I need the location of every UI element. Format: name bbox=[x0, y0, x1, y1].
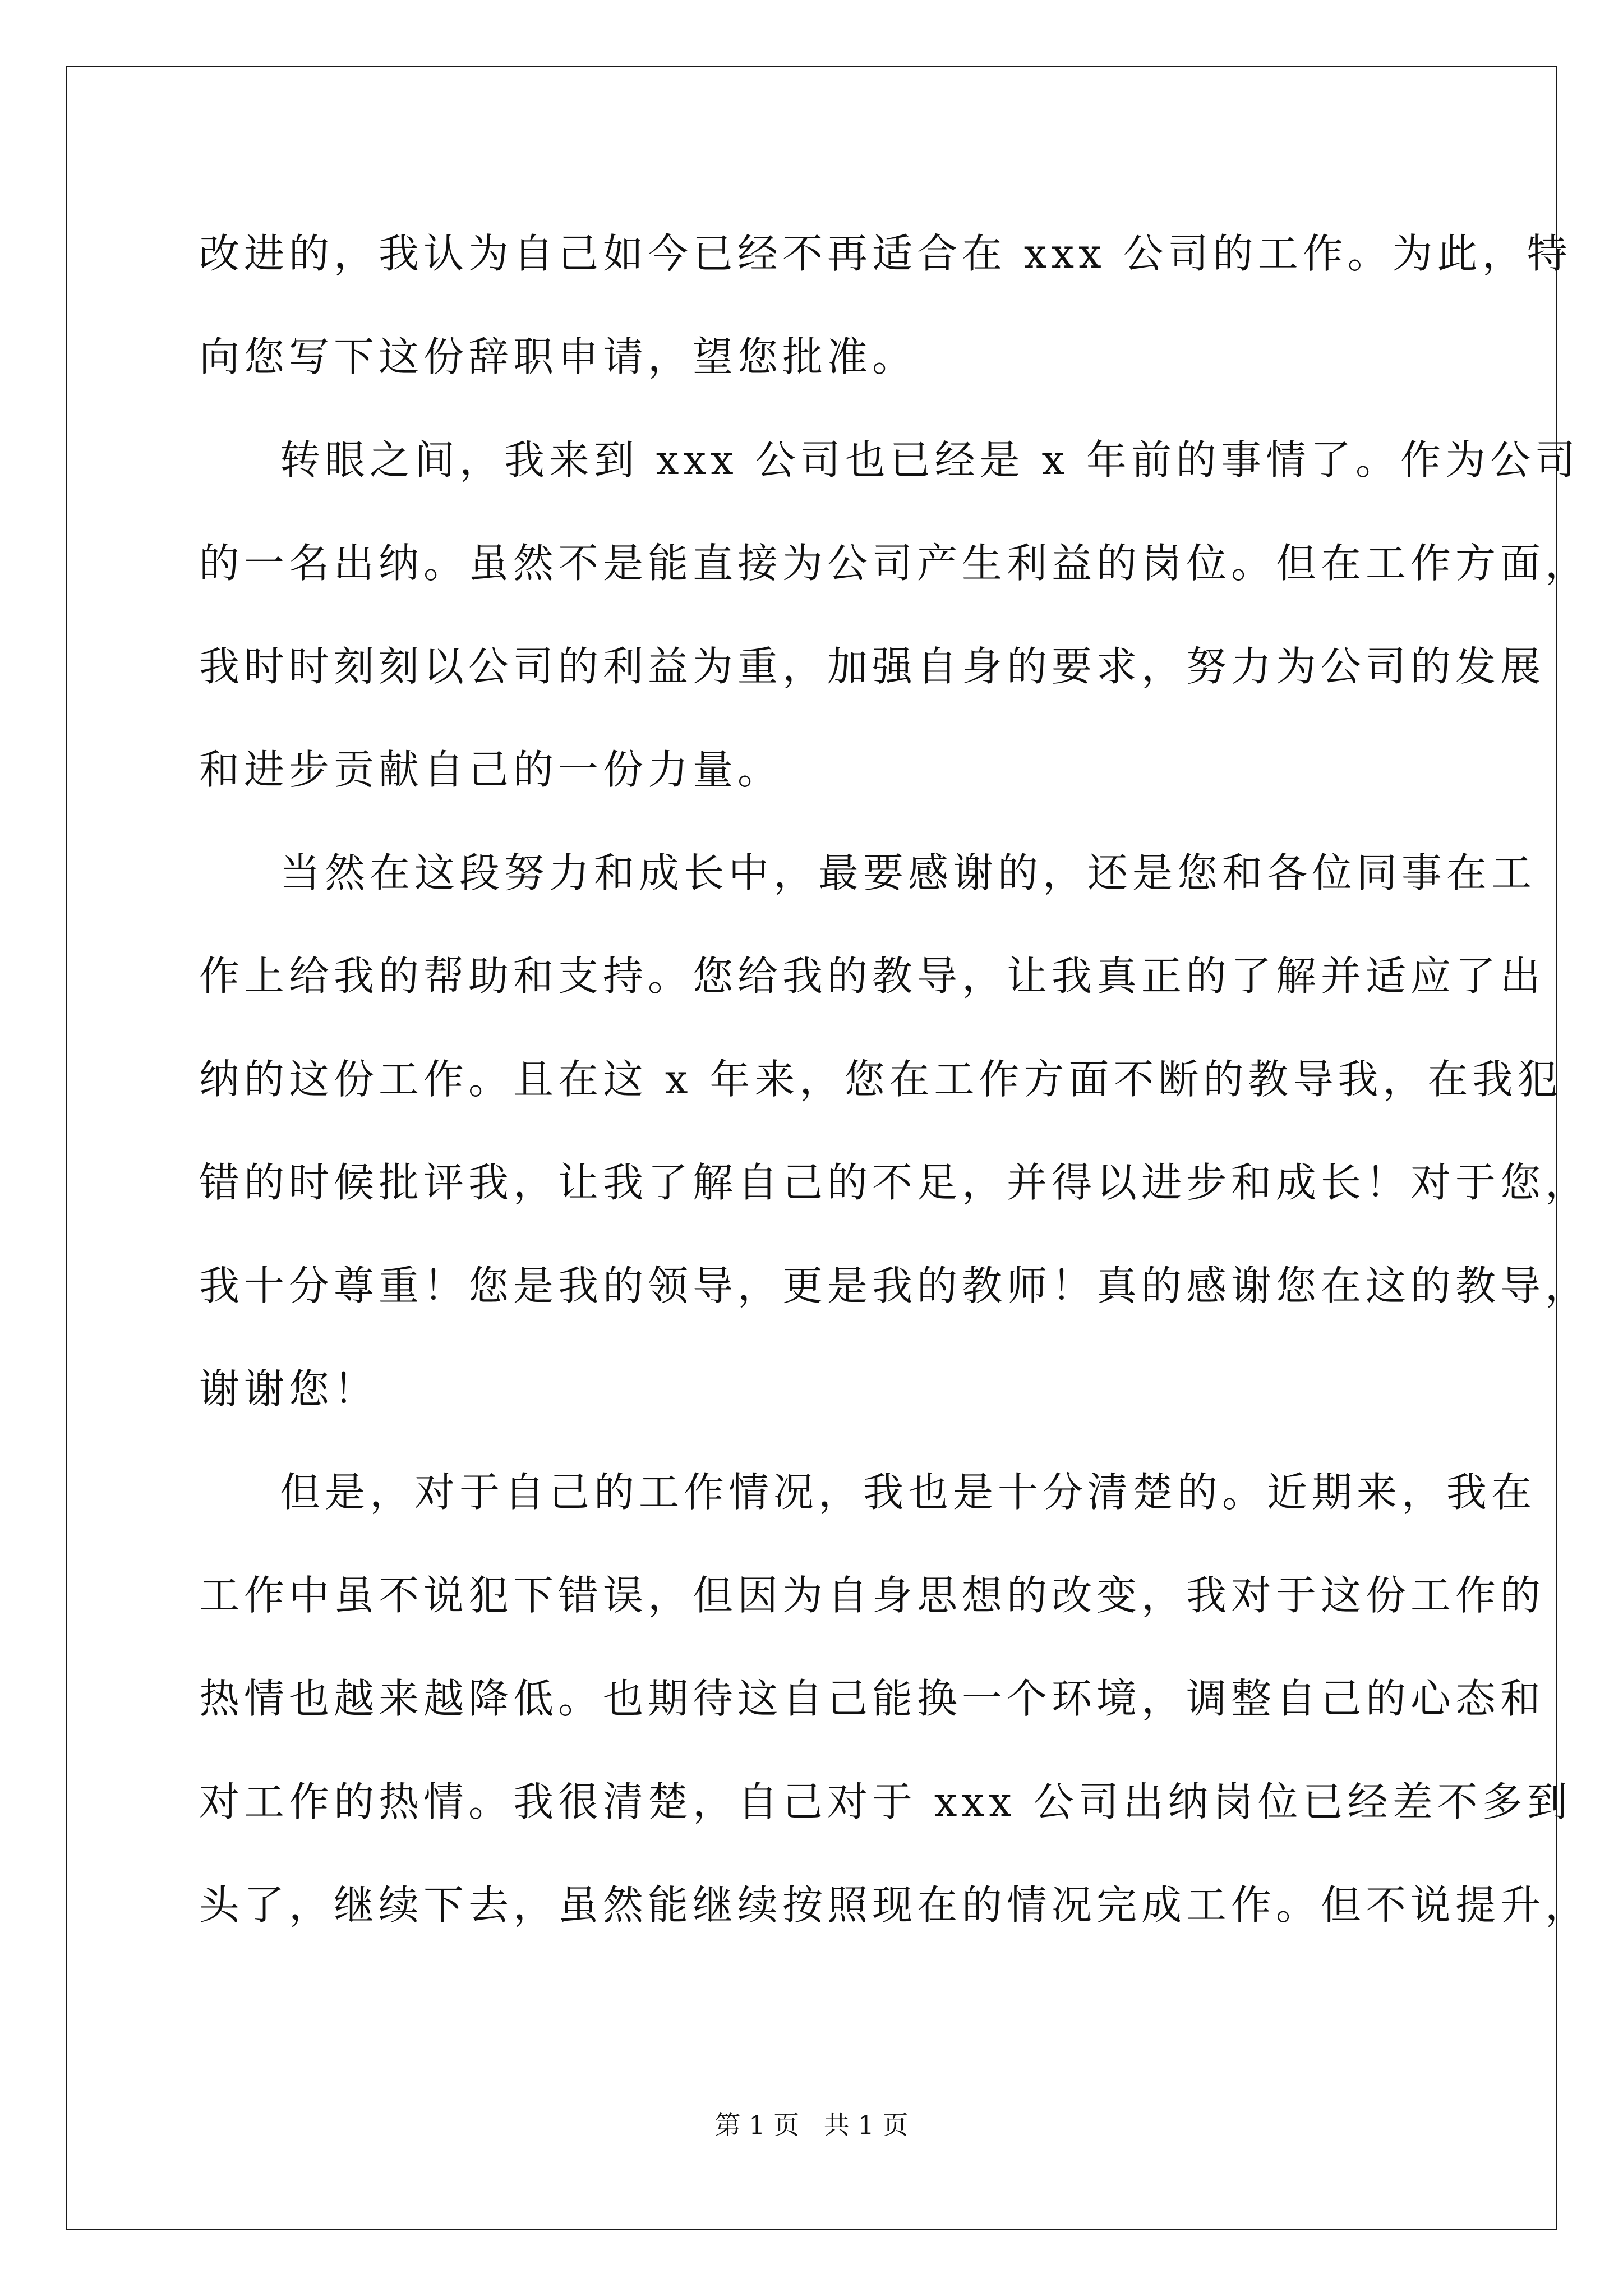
text-line: 热情也越来越降低。也期待这自己能换一个环境，调整自己的心态和 bbox=[199, 1675, 1546, 1722]
text-line: 头了，继续下去，虽然能继续按照现在的情况完成工作。但不说提升， bbox=[199, 1881, 1590, 1929]
paragraph-1 bbox=[199, 202, 1572, 408]
text-line: 谢谢您！ bbox=[199, 1365, 379, 1412]
text-line: 向您写下这份辞职申请，望您批准。 bbox=[199, 333, 917, 380]
page-number-footer: 第 1 页 共 1 页 bbox=[714, 2110, 909, 2140]
text-line: 的一名出纳。虽然不是能直接为公司产生利益的岗位。但在工作方面， bbox=[199, 540, 1590, 587]
text-line: 工作中虽不说犯下错误，但因为自身思想的改变，我对于这份工作的 bbox=[199, 1572, 1546, 1619]
text-line: 和进步贡献自己的一份力量。 bbox=[199, 746, 783, 793]
text-line: 错的时候批评我，让我了解自己的不足，并得以进步和成长！对于您， bbox=[199, 1159, 1590, 1206]
paragraph-2 bbox=[199, 408, 1590, 821]
text-line: 转眼之间，我来到 xxx 公司也已经是 x 年前的事情了。作为公司 bbox=[280, 436, 1580, 484]
text-line: 当然在这段努力和成长中，最要感谢的，还是您和各位同事在工 bbox=[280, 849, 1537, 896]
document-body bbox=[199, 202, 1590, 1957]
paragraph-3 bbox=[199, 821, 1590, 1441]
text-line: 改进的，我认为自己如今已经不再适合在 xxx 公司的工作。为此，特 bbox=[199, 230, 1572, 277]
text-line: 我十分尊重！您是我的领导，更是我的教师！真的感谢您在这的教导， bbox=[199, 1262, 1590, 1309]
text-line: 作上给我的帮助和支持。您给我的教导，让我真正的了解并适应了出 bbox=[199, 953, 1546, 1000]
text-line: 但是，对于自己的工作情况，我也是十分清楚的。近期来，我在 bbox=[280, 1469, 1537, 1516]
text-line: 对工作的热情。我很清楚，自己对于 xxx 公司出纳岗位已经差不多到 bbox=[199, 1778, 1572, 1825]
text-line: 纳的这份工作。且在这 x 年来，您在工作方面不断的教导我，在我犯 bbox=[199, 1056, 1562, 1103]
paragraph-4 bbox=[199, 1441, 1590, 1957]
text-line: 我时时刻刻以公司的利益为重，加强自身的要求，努力为公司的发展 bbox=[199, 643, 1546, 690]
